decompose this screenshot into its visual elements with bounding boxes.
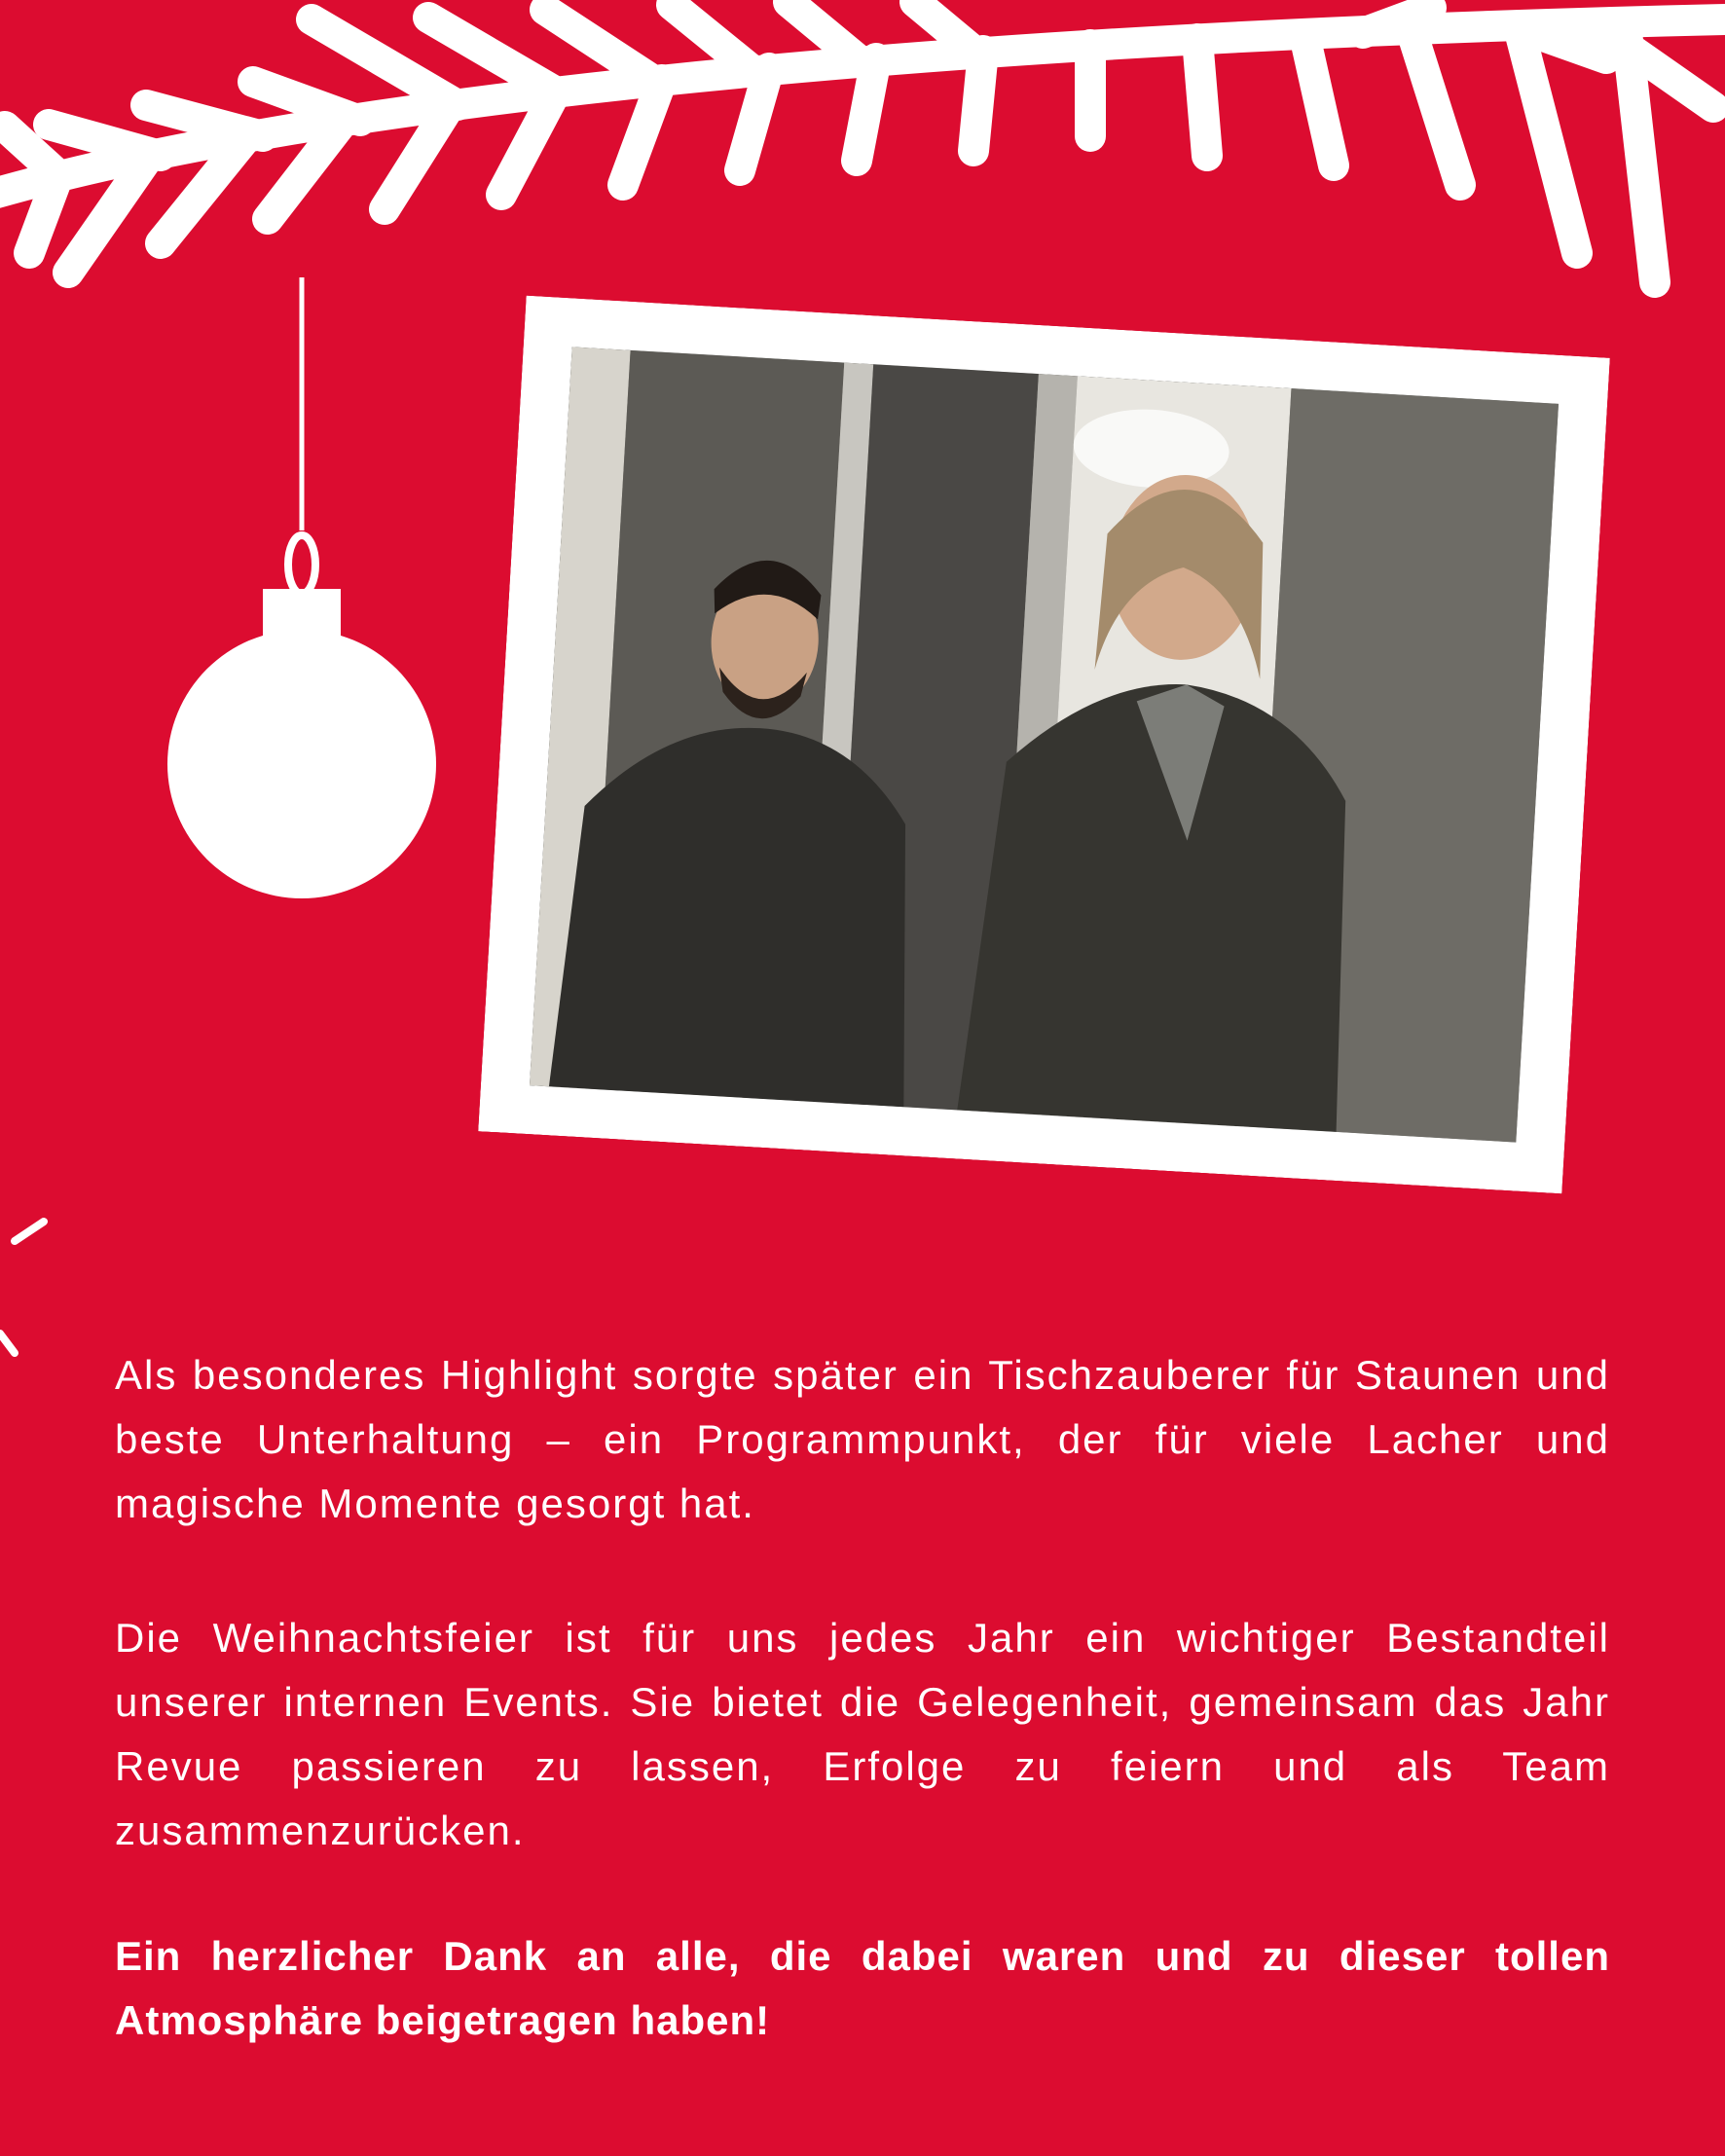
christmas-bauble-icon — [167, 277, 436, 898]
event-photo — [530, 347, 1559, 1142]
postage-stamp-frame — [478, 296, 1610, 1194]
fir-branch-icon — [0, 2, 1725, 282]
branch-fragment-icon — [0, 1222, 44, 1353]
article-paragraph-2: Die Weihnachtsfeier ist für uns jedes Jahr ein wichtiger Bestandteil unserer internen Events. Sie bietet die Gelegenheit, gemeinsam das Jahr Revue passieren zu lassen, Erfolge zu feiern und als Team zusammenzurücken. — [115, 1615, 1610, 1853]
article-paragraph-1: Als besonderes Highlight sorgte später ein Tischzauberer für Staunen und beste Unterhaltung – ein Programmpunkt, der für viele Lacher und magische Momente gesorgt hat. — [115, 1352, 1610, 1526]
closing-thanks: Ein herzlicher Dank an alle, die dabei waren und zu dieser tollen Atmosphäre beigetragen haben! — [115, 1933, 1610, 2043]
